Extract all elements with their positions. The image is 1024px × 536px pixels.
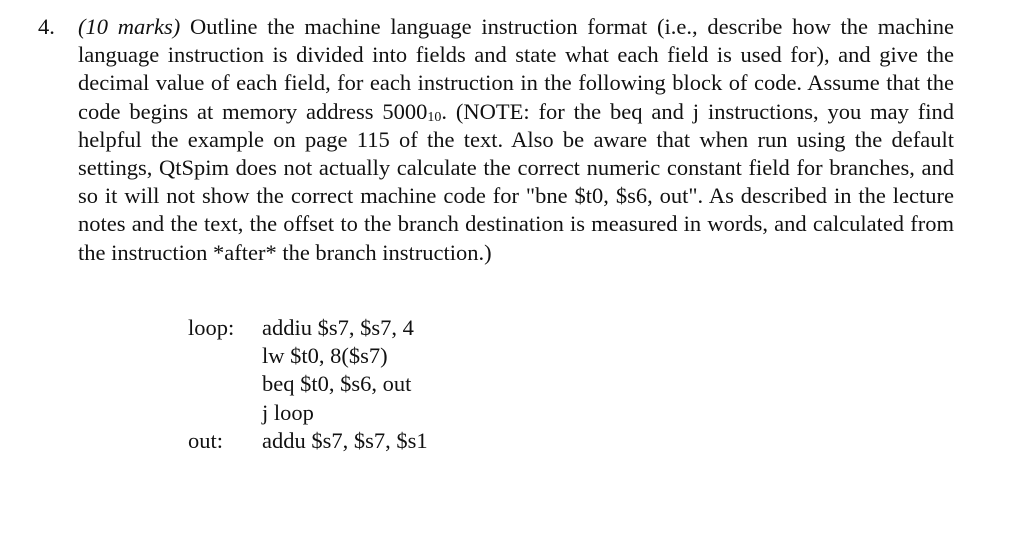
code-line xyxy=(188,370,428,398)
code-instruction: addu $s7, $s7, $s1 xyxy=(262,427,428,453)
code-line xyxy=(188,342,428,370)
question-text-part2: . (NOTE: for the beq and j instructions, you may find helpful the example on page 115 of the text. Also be aware that when run using the default settings, QtSpim does not actually calculate the correct numeric constant field for branches, and so it will not show the correct machine code for "bne $t0, $s6, out". As described in the lecture notes and the text, the offset to the branch destination is measured in words, and calculated from the instruction *after* the branch instruction.) xyxy=(78,98,954,265)
question-text xyxy=(78,13,954,267)
code-label xyxy=(188,370,262,398)
question-text-part1: Outline the machine language instruction format (i.e., describe how the machine language instruction is divided into fields and state what each field is used for), and give the decimal value of each field, for each instruction in the following block of code. Assume that the code begins at memory address 5000 xyxy=(78,14,954,124)
code-line xyxy=(188,427,428,455)
code-label xyxy=(188,399,262,427)
code-instruction: addiu $s7, $s7, 4 xyxy=(262,315,414,340)
question-number: 4. xyxy=(38,14,55,39)
code-block xyxy=(188,314,428,455)
address-base-subscript: 10 xyxy=(427,109,442,125)
code-instruction: j loop xyxy=(262,399,314,425)
question-marks: (10 marks) xyxy=(78,14,181,39)
code-label xyxy=(188,342,262,370)
code-line xyxy=(188,314,428,342)
code-label: out: xyxy=(188,427,224,453)
code-line xyxy=(188,399,428,427)
code-instruction: beq $t0, $s6, out xyxy=(262,371,412,397)
code-instruction: lw $t0, 8($s7) xyxy=(262,343,388,369)
code-label: loop: xyxy=(188,315,235,340)
